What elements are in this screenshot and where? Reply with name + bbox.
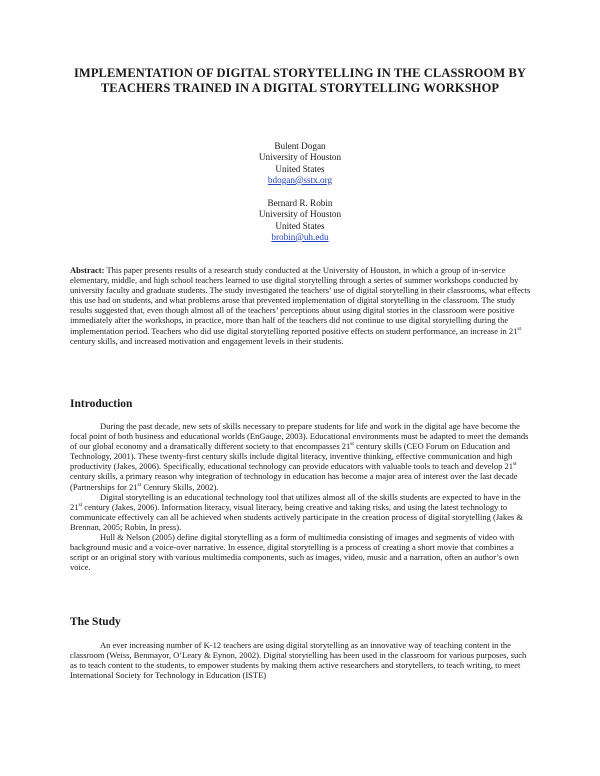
- abstract: [70, 265, 532, 346]
- text-run: During the past decade, new sets of skills necessary to prepare students for life and work in the digital age have become the focal point of both business and educational worlds (EnGauge, 2003). Educational environments must be adapted to meet the demands of our global economy and a dramatically different society to that encompasses 21: [70, 421, 529, 452]
- author-email-link[interactable]: bdogan@sstx.org: [267, 174, 333, 185]
- author-block-2: [150, 198, 450, 243]
- author-name: Bulent Dogan: [274, 141, 326, 151]
- paragraph: An ever increasing number of K-12 teachers are using digital storytelling as an innovative way of teaching content in the classroom (Weiss, Benmayor, O’Leary & Eynon, 2002). Digital storytelling has been used in the classroom for various purposes, such as to teach content to the students, to empower students by making them active researchers and storytellers, to teach writing, to meet International Society for Technology in Education (ISTE): [70, 640, 527, 681]
- author-email-link[interactable]: brobin@uh.edu: [271, 231, 329, 242]
- abstract-text: century skills, and increased motivation and engagement levels in their students.: [70, 335, 344, 346]
- abstract-text: This paper presents results of a research study conducted at the University of Houston, in which a group of in-service elementary, middle, and high school teachers learned to use digital storytelling through a series of summer workshops conducted by university faculty and graduate students. The study investigated the teachers’ use of digital storytelling in their classrooms, what effects this use had on students, and what problems arose that prevented implementation of digital storytelling in the classroom. The study results suggested that, even though almost all of the teachers’ perceptions about using digital stories in the classroom were positive immediately after the workshops, in practice, more than half of the teachers did not continue to use digital storytelling during the implementation period. Teachers who did use digital storytelling reported positive effects on student performance, an increase in 21: [70, 265, 531, 336]
- author-country: United States: [275, 220, 325, 231]
- section-heading-introduction: Introduction: [70, 398, 133, 410]
- author-block-1: [150, 141, 450, 186]
- text-run: Digital storytelling is an educational technology tool that utilizes almost all of the skills students are expected to have in the 21: [70, 491, 521, 512]
- superscript: st: [517, 325, 522, 332]
- superscript: st: [137, 481, 142, 488]
- text-run: century skills (CEO Forum on Education and Technology, 2001). These twenty-first century skills include digital literacy, inventive thinking, effective communication and high productivity (Jakes, 2006). Specifically, educational technology can provide educators with valuable tools to teach and develop 21: [70, 441, 513, 472]
- author-name: Bernard R. Robin: [267, 198, 333, 208]
- paragraph: [70, 492, 532, 532]
- superscript: st: [512, 461, 517, 468]
- superscript: st: [350, 441, 354, 448]
- introduction-body: [70, 421, 532, 572]
- paper-title: IMPLEMENTATION OF DIGITAL STORYTELLING IN THE CLASSROOM BY TEACHERS TRAINED IN A DIGITAL STORYTELLING WORKSHOP: [73, 66, 527, 95]
- text-run: Century Skills, 2002).: [141, 481, 219, 492]
- study-body: [70, 640, 532, 680]
- text-run: century skills, a primary reason why integration of technology in education has become a major area of interest over the last decade (Partnerships for 21: [70, 471, 518, 492]
- paragraph: [70, 421, 532, 492]
- author-affiliation: University of Houston: [258, 152, 342, 163]
- superscript: st: [78, 501, 83, 508]
- text-run: century (Jakes, 2006). Information literacy, visual literacy, being creative and taking risks, and using the latest technology to communicate effectively can all be achieved when students actively participate in the creation process of digital storytelling (Jakes & Brennan, 2005; Robin, In press).: [70, 501, 524, 532]
- section-heading-the-study: The Study: [70, 616, 121, 628]
- paragraph: Hull & Nelson (2005) define digital storytelling as a form of multimedia consisting of images and segments of video with background music and a voice-over narrative. In essence, digital storytelling is a process of creating a short movie that combines a script or an original story with various multimedia components, such as images, video, music and a narration, often an author’s own voice.: [70, 532, 519, 573]
- abstract-label: Abstract:: [70, 265, 105, 275]
- author-affiliation: University of Houston: [258, 209, 342, 220]
- author-country: United States: [275, 163, 325, 174]
